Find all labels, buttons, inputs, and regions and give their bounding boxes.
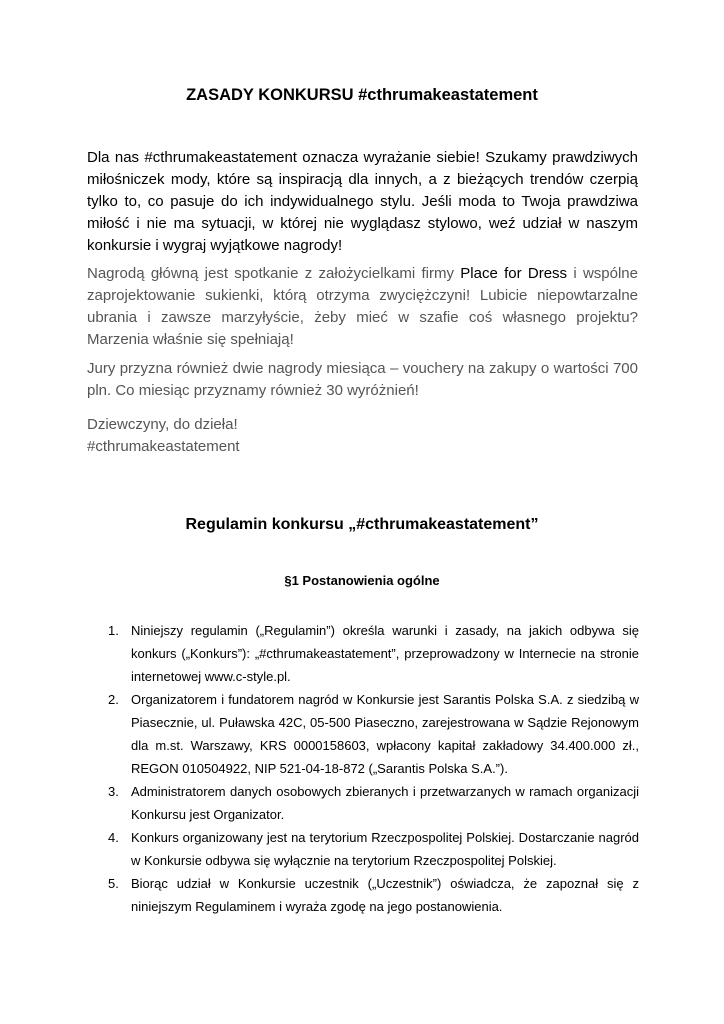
regulations-title: Regulamin konkursu „#cthrumakeastatement” — [185, 516, 539, 533]
list-item — [108, 619, 639, 688]
list-item — [108, 872, 639, 918]
list-item-number: 3. — [108, 784, 119, 799]
brand-name: Place for Dress — [460, 265, 568, 282]
list-item-text: Administratorem danych osobowych zbieranych i przetwarzanych w ramach organizacji Konkursu jest Organizator. — [131, 784, 639, 822]
list-item-text: Organizatorem i fundatorem nagród w Konkursie jest Sarantis Polska S.A. z siedzibą w Piasecznie, ul. Puławska 42C, 05-500 Piaseczno, zarejestrowana w Sądzie Rejonowym dla m.st. Warszawy, KRS 0000158603, wpłacony kapitał zakładowy 34.400.000 zł., REGON 010504922, NIP 521-04-18-872 („Sarantis Polska S.A.”). — [131, 692, 639, 776]
list-item-text: Biorąc udział w Konkursie uczestnik („Uczestnik”) oświadcza, że zapoznał się z niniejszym Regulaminem i wyraża zgodę na jego postanowienia. — [131, 876, 639, 914]
rules-list — [108, 619, 639, 918]
list-item-number: 5. — [108, 876, 119, 891]
section-1-title: §1 Postanowienia ogólne — [284, 573, 440, 588]
prize-main-paragraph — [87, 263, 638, 351]
list-item-text: Niniejszy regulamin („Regulamin”) określa warunki i zasady, na jakich odbywa się konkurs („Konkurs”): „#cthrumakeastatement”, przeprowadzony w Internecie na stronie internetowej www.c-style.pl. — [131, 623, 639, 684]
list-item — [108, 780, 639, 826]
list-item — [108, 688, 639, 780]
list-item-text: Konkurs organizowany jest na terytorium Rzeczpospolitej Polskiej. Dostarczanie nagród w Konkursie odbywa się wyłącznie na terytorium Rzeczpospolitej Polskiej. — [131, 830, 639, 868]
closing-line-1: Dziewczyny, do dzieła! — [87, 416, 238, 433]
page-title: ZASADY KONKURSU #cthrumakeastatement — [186, 86, 538, 104]
closing-hashtag: #cthrumakeastatement — [87, 438, 240, 455]
list-item-number: 2. — [108, 692, 119, 707]
prize-main-text-before: Nagrodą główną jest spotkanie z założycielkami firmy — [87, 265, 461, 282]
list-item — [108, 826, 639, 872]
prize-main-text-after: i wspólne zaprojektowanie sukienki, którą otrzyma zwyciężczyni! Lubicie niepowtarzalne ubrania i zawsze marzyłyście, żeby mieć w szafie coś własnego projektu? Marzenia właśnie się spełniają! — [87, 265, 638, 348]
intro-paragraph: Dla nas #cthrumakeastatement oznacza wyrażanie siebie! Szukamy prawdziwych miłośniczek mody, które są inspiracją dla innych, a z bieżących trendów czerpią tylko to, co pasuje do ich indywidualnego stylu. Jeśli moda to Twoja prawdziwa miłość i nie ma sytuacji, w której nie wyglądasz stylowo, weź udział w naszym konkursie i wygraj wyjątkowe nagrody! — [87, 149, 638, 254]
closing-paragraph — [87, 414, 638, 458]
list-item-number: 4. — [108, 830, 119, 845]
list-item-number: 1. — [108, 623, 119, 638]
prize-monthly-paragraph: Jury przyzna również dwie nagrody miesiąca – vouchery na zakupy o wartości 700 pln. Co miesiąc przyznamy również 30 wyróżnień! — [87, 360, 638, 399]
